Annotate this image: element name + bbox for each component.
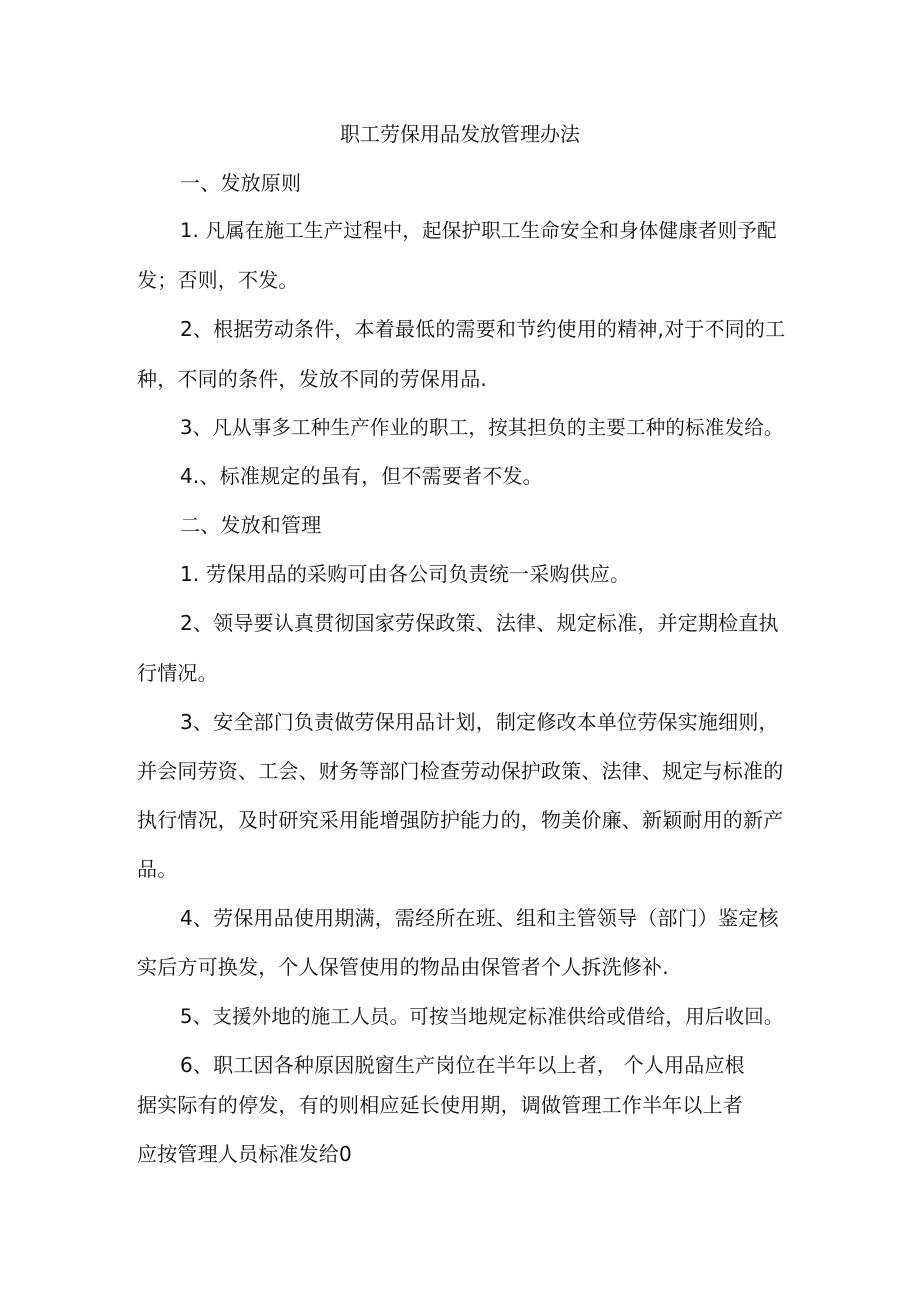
section2-item6-line2: 据实际有的停发，有的则相应延长使用期，调做管理工作半年以上者 — [137, 1093, 743, 1117]
section2-item3-line4: 品。 — [137, 857, 178, 881]
section1-item3-line1: 3、凡从事多工种生产作业的职工，按其担负的主要工种的标准发给。 — [180, 416, 784, 439]
section1-item4-line1: 4.、标准规定的虽有，但不需要者不发。 — [180, 464, 543, 488]
section1-heading: 一、发放原则 — [180, 171, 302, 195]
section2-item5-line1: 5、支援外地的施工人员。可按当地规定标准供给或借给，用后收回。 — [180, 1005, 784, 1028]
section2-item3-line3: 执行情况，及时研究采用能增强防护能力的，物美价廉、新颖耐用的新产 — [137, 808, 784, 832]
section1-item2-line2: 种，不同的条件，发放不同的劳保用品. — [137, 367, 487, 391]
section2-item2-line1: 2、领导要认真贯彻国家劳保政策、法律、规定标准，并定期检直执 — [180, 611, 779, 635]
section2-item4-line2: 实后方可换发，个人保管使用的物品由保管者个人拆洗修补. — [137, 955, 669, 979]
section2-item6-line3: 应按管理人员标准发给0 — [137, 1142, 352, 1166]
section2-heading: 二、发放和管理 — [180, 513, 322, 537]
section2-item4-line1: 4、劳保用品使用期满，需经所在班、组和主管领导（部门）鉴定核 — [180, 906, 779, 930]
section1-item1-line1: 1. 凡属在施工生产过程中，起保护职工生命安全和身体健康者则予配 — [180, 219, 777, 242]
section2-item3-line1: 3、安全部门负责做劳保用品计划，制定修改本单位劳保实施细则， — [180, 710, 779, 734]
section1-item1-line2: 发；否则，不发。 — [137, 268, 299, 292]
section2-item6-line1: 6、职工因各种原因脱窗生产岗位在半年以上者， 个人用品应根 — [180, 1053, 745, 1077]
document-title: 职工劳保用品发放管理办法 — [340, 122, 580, 146]
section2-item3-line2: 并会同劳资、工会、财务等部门检查劳动保护政策、法律、规定与标准的 — [137, 759, 784, 783]
section1-item2-line1: 2、根据劳动条件，本着最低的需要和节约使用的精神,对于不同的工 — [180, 317, 786, 341]
section2-item1-line1: 1. 劳保用品的采购可由各公司负责统一采购供应。 — [180, 562, 631, 586]
section2-item2-line2: 行情况。 — [137, 661, 218, 685]
